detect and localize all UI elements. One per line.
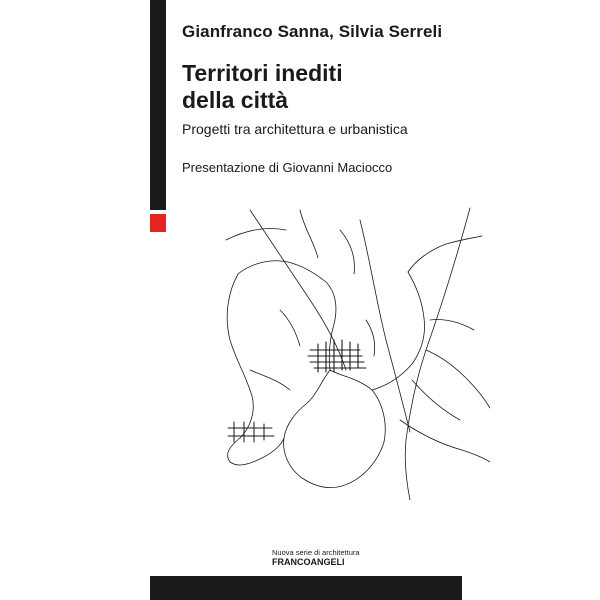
cover-bottom-bar xyxy=(150,576,462,600)
map-coastline-southwest xyxy=(228,438,284,465)
publisher-name: FRANCOANGELI xyxy=(272,557,345,567)
map-west-settlement xyxy=(228,422,274,442)
series-name: Nuova serie di architettura xyxy=(272,548,360,557)
book-authors: Gianfranco Sanna, Silvia Serreli xyxy=(182,22,443,41)
map-coastline-east xyxy=(372,272,425,390)
book-title-line-1: Territori inediti xyxy=(182,60,343,86)
book-presentation-credit: Presentazione di Giovanni Maciocco xyxy=(182,160,393,175)
map-coastline-north xyxy=(238,261,336,370)
map-urban-grid xyxy=(308,340,366,372)
cover-accent-square xyxy=(150,214,166,232)
cover-spine-bar xyxy=(150,0,166,210)
book-title-line-2: della città xyxy=(182,87,289,113)
map-bay-outline xyxy=(284,370,386,488)
book-subtitle: Progetti tra architettura e urbanistica xyxy=(182,121,408,137)
book-title xyxy=(182,60,343,114)
city-map-illustration xyxy=(190,200,490,500)
map-coastline-west xyxy=(227,274,253,438)
